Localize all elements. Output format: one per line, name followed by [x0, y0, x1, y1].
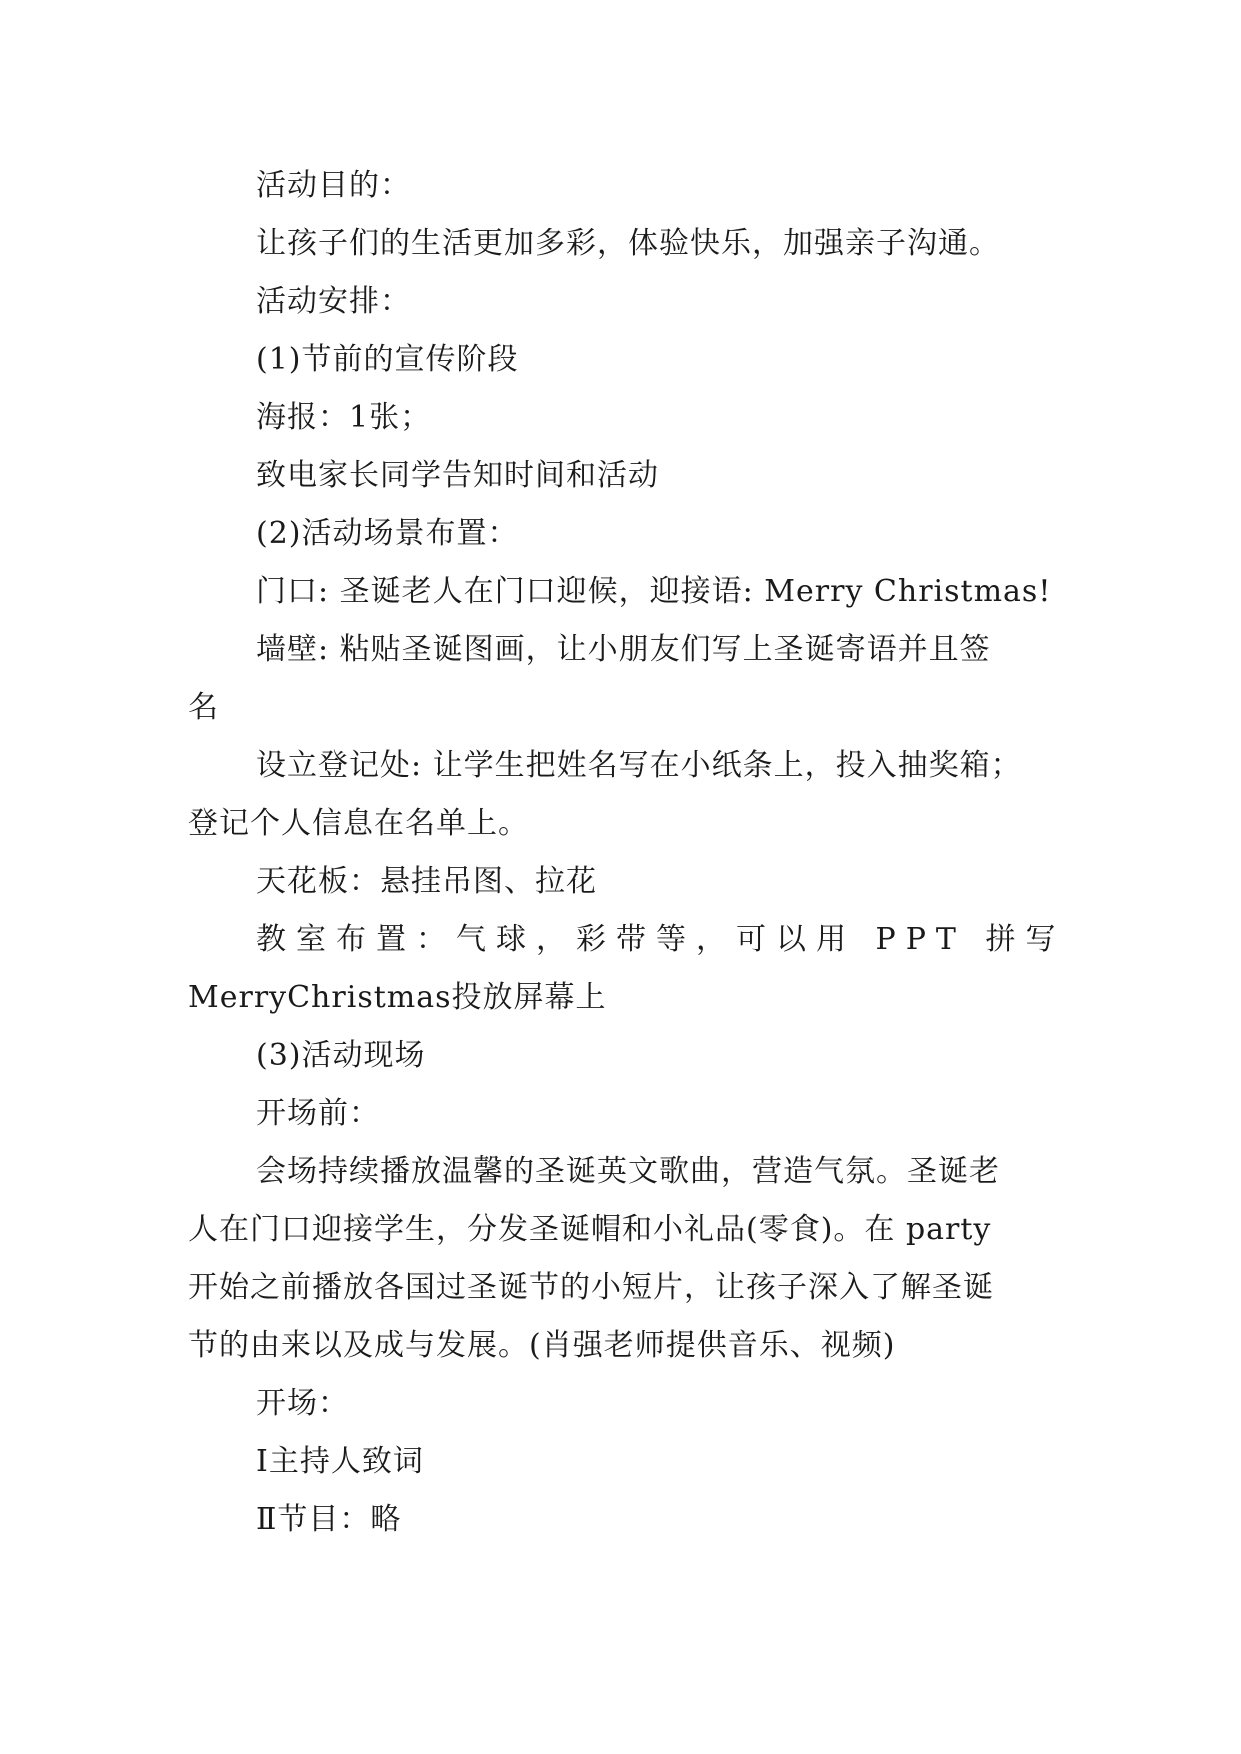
subheading-event-site: (3)活动现场 — [256, 1038, 426, 1073]
text-classroom-continued: MerryChristmas投放屏幕上 — [188, 980, 607, 1015]
text-registration-continued: 登记个人信息在名单上。 — [188, 806, 529, 841]
paragraph-purpose: 让孩子们的生活更加多彩，体验快乐，加强亲子沟通。 — [256, 226, 1000, 261]
paragraph-before-opening-1: 会场持续播放温馨的圣诞英文歌曲，营造气氛。圣诞老 — [256, 1154, 1000, 1189]
heading-activity-purpose: 活动目的： — [256, 168, 411, 203]
text-call-parents: 致电家长同学告知时间和活动 — [256, 458, 659, 493]
item-host-speech: Ⅰ主持人致词 — [256, 1444, 424, 1479]
text-wall: 墙壁: 粘贴圣诞图画，让小朋友们写上圣诞寄语并且签 — [256, 632, 991, 667]
heading-before-opening: 开场前： — [256, 1096, 380, 1131]
item-program: Ⅱ节目：略 — [256, 1502, 402, 1537]
text-registration-desk: 设立登记处: 让学生把姓名写在小纸条上，投入抽奖箱； — [256, 748, 1022, 783]
paragraph-before-opening-3: 开始之前播放各国过圣诞节的小短片，让孩子深入了解圣诞 — [188, 1270, 994, 1305]
text-classroom-setup: 教室布置：气球，彩带等，可以用 PPT 拼写 — [256, 922, 1066, 957]
subheading-venue-setup: (2)活动场景布置： — [256, 516, 519, 551]
text-doorway: 门口: 圣诞老人在门口迎候，迎接语: Merry Christmas! — [256, 574, 1052, 609]
paragraph-before-opening-4: 节的由来以及成与发展。(肖强老师提供音乐、视频) — [188, 1328, 896, 1363]
text-ceiling: 天花板：悬挂吊图、拉花 — [256, 864, 597, 899]
text-poster: 海报：1张； — [256, 400, 432, 435]
heading-opening: 开场： — [256, 1386, 349, 1421]
paragraph-before-opening-2: 人在门口迎接学生，分发圣诞帽和小礼品(零食)。在 party — [188, 1212, 992, 1247]
subheading-promotion-stage: (1)节前的宣传阶段 — [256, 342, 519, 377]
text-wall-continued: 名 — [188, 690, 219, 725]
heading-activity-arrangement: 活动安排： — [256, 284, 411, 319]
